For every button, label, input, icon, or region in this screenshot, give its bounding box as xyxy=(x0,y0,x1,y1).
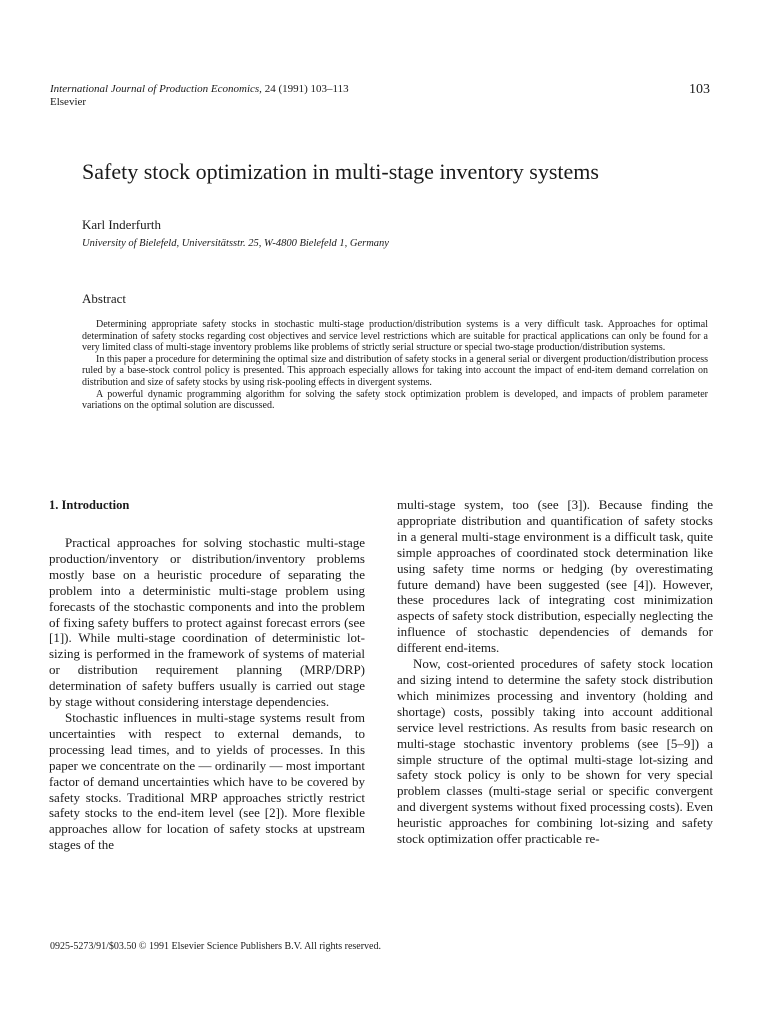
author-name: Karl Inderfurth xyxy=(82,217,162,232)
article-title: Safety stock optimization in multi-stage inventory systems xyxy=(82,159,599,184)
body-paragraph: multi-stage system, too (see [3]). Because finding the appropriate distribution and quantification of safety stocks in a general multi-stage environment is a difficult task, quite simple approaches of coordinated stock determination like using safety time norms or hedging (by overestimating future demand) have been suggested (see [4]). However, these procedures lack of integrating cost minimization aspects of safety stock distribution, especially neglecting the influence of stochastic dependencies of demands for different end-items. xyxy=(397,497,713,656)
journal-volume-pages: 24 (1991) 103–113 xyxy=(261,83,349,95)
abstract-paragraph: In this paper a procedure for determining the optimal size and distribution of safety stocks in a general serial or divergent production/distribution process ruled by a base-stock control policy is presented. This approach especially allows for taking into account the impact of end-item demand correlation on distribution and size of safety stocks by using risk-pooling effects in divergent systems. xyxy=(82,353,708,388)
copyright-notice: 0925-5273/91/$03.50 © 1991 Elsevier Science Publishers B.V. All rights reserved. xyxy=(50,941,381,952)
journal-citation xyxy=(50,83,610,96)
abstract-paragraph: A powerful dynamic programming algorithm for solving the safety stock optimization problem is developed, and impacts of problem parameter variations on the optimal solution are discussed. xyxy=(82,388,708,412)
page-number: 103 xyxy=(689,82,710,97)
left-column xyxy=(49,497,365,853)
abstract-heading: Abstract xyxy=(82,291,127,306)
author-affiliation: University of Bielefeld, Universitätsstr. 25, W-4800 Bielefeld 1, Germany xyxy=(82,238,389,249)
abstract-paragraph: Determining appropriate safety stocks in stochastic multi-stage production/distribution systems is a very difficult task. Approaches for optimal determination of safety stocks regarding cost objectives and service level restrictions which are suitable for practical applications can only be found for a very limited class of multi-stage inventory problems like problems of strictly serial structure or special two-stage production/distribution systems. xyxy=(82,319,708,354)
publisher: Elsevier xyxy=(50,96,87,108)
journal-name: International Journal of Production Economics, xyxy=(50,83,262,95)
body-paragraph: Practical approaches for solving stochastic multi-stage production/inventory or distribution/inventory problems mostly base on a heuristic procedure of separating the problem into a deterministic multi-stage problem using forecasts of the stochastic components and into the problem of fixing safety buffers to protect against forecast errors (see [1]). While multi-stage coordination of deterministic lot-sizing is performed in the framework of systems of material or distribution requirement planning (MRP/DRP) determination of safety buffers usually is carried out stage by stage without considering interstage dependencies. xyxy=(49,535,365,710)
body-paragraph: Now, cost-oriented procedures of safety stock location and sizing intend to determine the safety stock distribution which minimizes processing and inventory (holding and shortage) costs, possibly taking into account additional service level restrictions. As results from basic research on multi-stage stochastic inventory problems (see [5–9]) a simple structure of the optimal multi-stage lot-sizing and safety stock policy is only to be shown for very special problem classes (multi-stage serial or specific convergent and divergent systems without fixed processing costs). Even heuristic approaches for combining lot-sizing and safety stock optimization offer practicable re- xyxy=(397,656,713,847)
abstract-body xyxy=(82,319,708,412)
section-heading: 1. Introduction xyxy=(49,498,130,512)
right-column xyxy=(397,497,713,847)
body-paragraph: Stochastic influences in multi-stage systems result from uncertainties with respect to external demands, to processing lead times, and to yields of processes. In this paper we concentrate on the — ordinarily — most important factor of demand uncertainties which have to be covered by safety stocks. Traditional MRP approaches strictly restrict safety stocks to the end-item level (see [2]). More flexible approaches allow for location of safety stocks at upstream stages of the xyxy=(49,709,365,853)
